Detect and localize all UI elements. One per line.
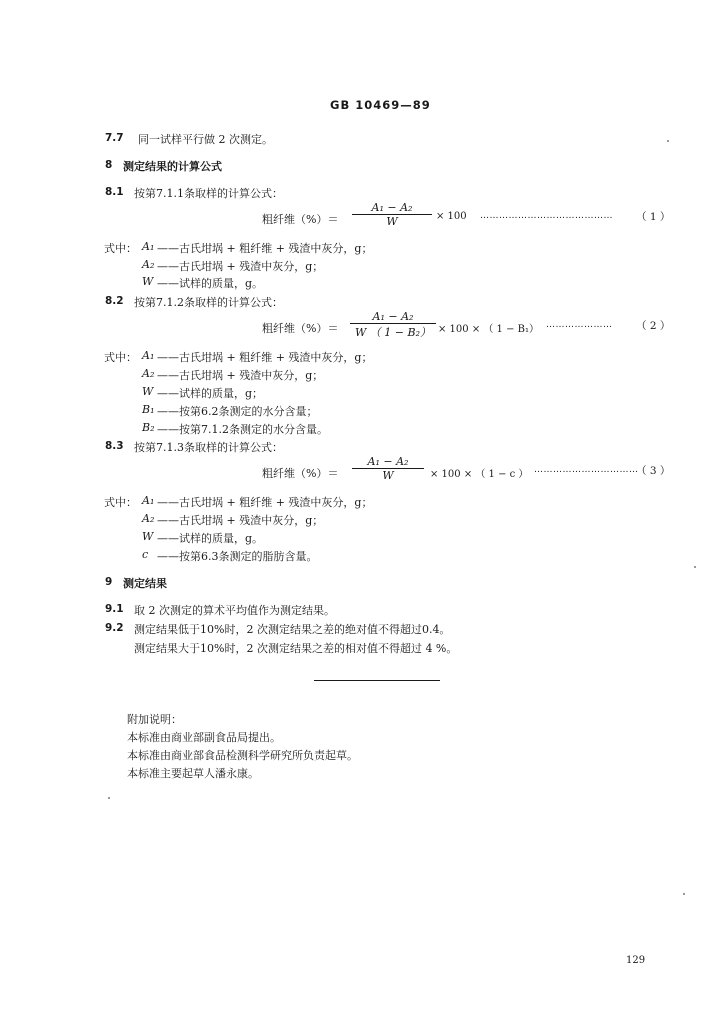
where-description: ——古氏坩埚 + 残渣中灰分，g； — [157, 369, 324, 382]
notes-line: 本标准由商业部副食品局提出。 — [127, 731, 281, 744]
clause-number: 7.7 — [105, 132, 124, 144]
leader-dots: …………………………………… — [480, 211, 613, 221]
where-lead: 式中： — [104, 242, 137, 255]
section-divider — [314, 680, 440, 681]
where-symbol: A₂ — [142, 367, 155, 380]
clause-text: 按第7.1.3条取样的计算公式： — [134, 441, 283, 454]
where-symbol: A₁ — [142, 240, 155, 253]
clause-number: 8.3 — [105, 440, 124, 452]
formula-lhs: 粗纤维（%）＝ — [262, 213, 339, 226]
section-title: 测定结果的计算公式 — [123, 160, 222, 173]
where-symbol: B₁ — [142, 403, 155, 416]
scan-speck — [694, 566, 696, 568]
clause-text: 按第7.1.1条取样的计算公式： — [134, 187, 283, 200]
where-description: ——古氏坩埚 + 粗纤维 + 残渣中灰分，g； — [157, 351, 373, 364]
where-symbol: A₂ — [142, 258, 155, 271]
equation-number: （ 1 ） — [636, 211, 671, 223]
where-description: ——按第6.3条测定的脂肪含量。 — [157, 550, 318, 563]
where-description: ——按第6.2条测定的水分含量； — [157, 405, 318, 418]
notes-line: 本标准主要起草人潘永康。 — [127, 767, 259, 780]
formula-lhs: 粗纤维（%）＝ — [262, 467, 339, 480]
formula-rhs: × 100 × （ 1 − B₁） — [438, 324, 540, 335]
equation-number: （ 2 ） — [636, 320, 671, 332]
where-symbol: B₂ — [142, 421, 155, 434]
where-description: ——古氏坩埚 + 粗纤维 + 残渣中灰分，g； — [157, 496, 373, 509]
clause-text: 取 2 次测定的算术平均值作为测定结果。 — [134, 604, 335, 617]
clause-text: 测定结果低于10%时，2 次测定结果之差的绝对值不得超过0.4。 — [134, 623, 451, 636]
where-lead: 式中： — [104, 496, 137, 509]
clause-number: 9.2 — [105, 622, 124, 634]
formula-denominator: W — [386, 215, 398, 228]
where-description: ——古氏坩埚 + 粗纤维 + 残渣中灰分，g； — [157, 242, 373, 255]
clause-text: 按第7.1.2条取样的计算公式： — [134, 296, 283, 309]
document-header: GB 10469—89 — [330, 98, 431, 112]
formula-rhs: × 100 — [436, 211, 467, 222]
where-description: ——古氏坩埚 + 残渣中灰分，g； — [157, 514, 324, 527]
formula-fraction — [350, 310, 436, 340]
formula-fraction — [352, 455, 424, 482]
formula-numerator: A₁ − A₂ — [372, 310, 414, 323]
scan-speck — [108, 797, 110, 799]
where-lead: 式中： — [104, 351, 137, 364]
section-number: 9 — [105, 576, 113, 588]
clause-text: 同一试样平行做 2 次测定。 — [138, 133, 273, 146]
section-number: 8 — [105, 159, 113, 171]
where-description: ——试样的质量，g； — [157, 387, 264, 400]
notes-line: 本标准由商业部食品检测科学研究所负责起草。 — [127, 749, 358, 762]
page-number: 129 — [626, 955, 646, 966]
notes-title: 附加说明： — [127, 713, 182, 726]
equation-number: （ 3 ） — [636, 465, 671, 477]
where-symbol: A₂ — [142, 512, 155, 525]
formula-denominator: W （ 1 − B₂） — [354, 326, 431, 339]
where-symbol: W — [142, 530, 154, 543]
leader-dots: …………………………… — [534, 465, 639, 475]
formula-lhs: 粗纤维（%）＝ — [262, 322, 339, 335]
where-symbol: W — [142, 385, 154, 398]
section-title: 测定结果 — [123, 577, 167, 590]
clause-number: 8.1 — [105, 186, 124, 198]
where-description: ——按第7.1.2条测定的水分含量。 — [157, 423, 328, 436]
scan-speck — [683, 893, 685, 895]
formula-fraction — [352, 201, 432, 228]
leader-dots: ………………… — [546, 320, 613, 330]
clause-number: 9.1 — [105, 603, 124, 615]
formula-numerator: A₁ − A₂ — [371, 201, 413, 214]
clause-text-continued: 测定结果大于10%时，2 次测定结果之差的相对值不得超过 4 %。 — [134, 642, 458, 655]
scan-speck — [667, 140, 669, 142]
where-description: ——试样的质量，g。 — [157, 277, 264, 290]
formula-denominator: W — [382, 469, 394, 482]
where-description: ——古氏坩埚 + 残渣中灰分，g； — [157, 260, 324, 273]
where-symbol: A₁ — [142, 494, 155, 507]
formula-rhs: × 100 × （ 1 − c ） — [430, 469, 529, 480]
where-symbol: A₁ — [142, 349, 155, 362]
formula-numerator: A₁ − A₂ — [367, 455, 409, 468]
clause-number: 8.2 — [105, 295, 124, 307]
where-description: ——试样的质量，g。 — [157, 532, 264, 545]
where-symbol: W — [142, 275, 154, 288]
where-symbol: c — [142, 548, 149, 561]
